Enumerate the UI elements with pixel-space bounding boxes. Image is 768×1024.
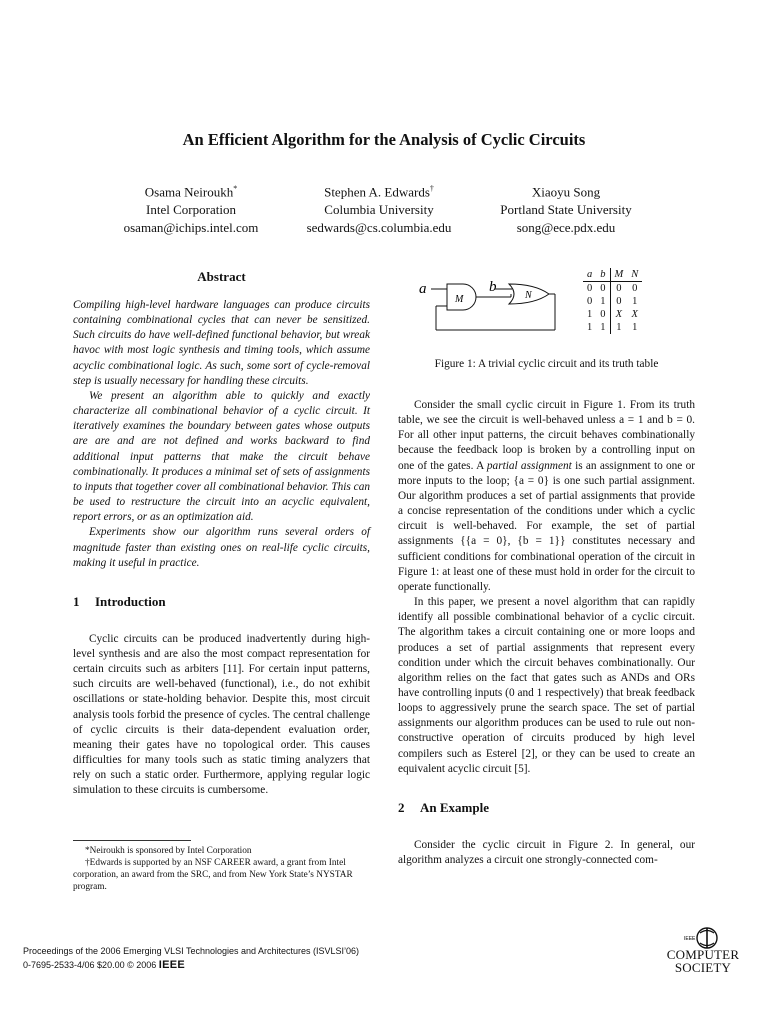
right-column <box>398 398 695 868</box>
table-cell: 1 <box>596 295 610 308</box>
author-affiliation: Intel Corporation <box>146 202 236 218</box>
author-name: Xiaoyu Song <box>531 184 601 200</box>
table-cell: 1 <box>596 321 610 334</box>
abstract-heading: Abstract <box>197 269 246 284</box>
footnotes <box>73 840 370 893</box>
table-row <box>583 308 642 321</box>
abstract-paragraph: We present an algorithm able to quickly and exactly characterize all combinational behavior of a cyclic circuit. It iteratively examines the boundary between gates whose outputs are are and are not defined and works backward to find additional input patterns that make the circuit behave combinationally. It produces a minimal set of sets of assignments to inputs that together cover all combinational behavior. This can be used to restructure the circuit into an acyclic equivalent, report errors, or as an optimization aid. <box>73 389 370 524</box>
logo-text <box>663 948 743 974</box>
author-email: song@ece.pdx.edu <box>516 220 616 236</box>
section-title: An Example <box>420 799 489 815</box>
table-cell: 1 <box>587 309 593 320</box>
footnote-mark: † <box>429 184 434 193</box>
term-partial-assignment: partial assignment <box>486 459 572 472</box>
input-label-a: a <box>419 281 427 297</box>
author-block <box>274 180 484 237</box>
footnote-mark: * <box>233 184 238 193</box>
proceedings-footer <box>23 944 359 972</box>
table-cell: 1 <box>587 322 593 333</box>
section-title: Introduction <box>95 593 166 609</box>
table-row <box>583 282 642 296</box>
table-header-cell: M <box>610 268 627 282</box>
table-cell: 1 <box>632 296 638 307</box>
abstract-paragraph: Experiments show our algorithm runs several orders of magnitude faster than existing ones on real-life cyclic circuits, making it useful in practice. <box>73 526 370 569</box>
table-cell: 0 <box>587 283 593 294</box>
body-paragraph: Cyclic circuits can be produced inadvertently during high-level synthesis and are also the most compact representation for certain circuits such as arbiters [11]. For certain input patterns, such circuits are well-behaved (functional), i.e., do not exhibit oscillations or state-holding behavior. Despite this, most circuit analysis tools forbid the presence of cycles. The central challenge of cyclic circuits is their data-dependent evaluation order, meaning their gates have no topological order. This causes difficulties for many tools such as static timing analyzers that rely on such a static order. Furthermore, applying regular logic simulation to these circuits is cumbersome. <box>73 632 370 797</box>
table-cell: 0 <box>596 308 610 321</box>
table-cell: 0 <box>596 282 610 296</box>
author-name: Osama Neiroukh <box>144 184 234 200</box>
footnote: †Edwards is supported by an NSF CAREER award, a grant from Intel corporation, an award from the SRC, and from New York State’s NYSTAR program. <box>73 858 353 892</box>
table-header-cell: a <box>583 268 596 282</box>
author-name: Stephen A. Edwards <box>324 184 430 200</box>
table-header-row <box>583 268 642 282</box>
author-affiliation: Columbia University <box>324 202 434 218</box>
table-cell: 0 <box>616 296 622 307</box>
section-number: 2 <box>398 799 405 815</box>
example-body <box>398 838 695 868</box>
logo-line: COMPUTER <box>666 947 740 962</box>
right-body <box>398 398 695 777</box>
table-cell: 1 <box>616 322 622 333</box>
proceedings-line: Proceedings of the 2006 Emerging VLSI Technologies and Architectures (ISVLSI’06) <box>23 946 360 956</box>
copyright-line: 0-7695-2533-4/06 $20.00 © 2006 <box>23 960 159 970</box>
table-cell: 0 <box>616 283 622 294</box>
ieee-small-mark: IEEE <box>684 936 696 942</box>
section-number: 1 <box>73 593 80 609</box>
author-block <box>461 180 671 237</box>
table-row <box>583 321 642 334</box>
footnote-rule <box>73 840 191 841</box>
section-heading-introduction <box>73 593 370 611</box>
gate-label-m: M <box>455 294 464 305</box>
body-paragraph: Consider the cyclic circuit in Figure 2. In general, our algorithm analyzes a circuit one strongly-connected com- <box>398 838 695 867</box>
introduction-body <box>73 632 370 799</box>
footnote: *Neiroukh is sponsored by Intel Corporation <box>85 846 252 856</box>
author-email: osaman@ichips.intel.com <box>123 220 259 236</box>
table-header-cell: N <box>627 268 642 282</box>
text-run: is an assignment to one or more inputs to the loop; {a = 0} is one such partial assignment. Our algorithm produces a set of partial assignments that provide a concise representation of the conditions under which a cyclic circuit is well-behaved. For example, the set of partial assignments {{a = 0}, {b = 1}} constitutes necessary and sufficient conditions for combinational operation of the circuit in Figure 1: at least one of these must hold in order for the circuit to operate functionally. <box>398 459 696 593</box>
ieee-wordmark: IEEE <box>158 959 186 971</box>
gate-label-n: N <box>525 290 532 301</box>
table-cell: 1 <box>632 322 638 333</box>
figure-caption: Figure 1: A trivial cyclic circuit and its truth table <box>434 358 659 370</box>
abstract-paragraph: Compiling high-level hardware languages can produce circuits containing combinational cycles that can never be sensitized. Such circuits do have well-defined functional behavior, but wreak havoc with most logic synthesis and timing tools, which assume acyclic combinational logic. As such, some sort of cycle-removal step is usually necessary for handling these circuits. <box>73 299 370 387</box>
body-paragraph <box>398 398 695 595</box>
table-header-cell: b <box>596 268 610 282</box>
table-cell: X <box>615 309 623 320</box>
wire-label-b: b <box>489 279 497 295</box>
text-run: Consider the small cyclic circuit in Figure 1. From its truth table, we see the circuit is well-behaved unless a = 1 and b = 0. For all other input patterns, the circuit behaves combinationally because the feedback loop is broken by a controlling input on one of the gates. A <box>398 399 695 472</box>
paper-title: An Efficient Algorithm for the Analysis of Cyclic Circuits <box>182 130 586 149</box>
truth-table <box>583 268 642 334</box>
section-heading-example <box>398 799 695 817</box>
circuit-diagram <box>415 262 705 344</box>
logo-line: SOCIETY <box>674 960 732 975</box>
table-cell: X <box>631 309 638 320</box>
abstract-body <box>73 298 370 571</box>
table-row <box>583 295 642 308</box>
left-column <box>73 268 370 799</box>
table-cell: 0 <box>632 283 638 294</box>
body-paragraph: In this paper, we present a novel algorithm that can rapidly identify all possible combinational behavior of a cyclic circuit. The algorithm takes a circuit containing one or more loops and produces a set of partial assignments that represent every condition under which the circuit behaves combinationally. Our algorithm relies on the fact that gates such as ANDs and ORs have controlling inputs (0 and 1 respectively) that break feedback loops to aggressively prune the search space. The set of partial assignments our algorithm produces can be used to rule out non-constructive operation of circuits produced by high level compilers such as Esterel [2], or they can be used to create an equivalent acyclic circuit [5]. <box>398 596 695 775</box>
table-cell: 0 <box>587 296 593 307</box>
author-block <box>86 180 296 237</box>
author-email: sedwards@cs.columbia.edu <box>306 220 452 236</box>
author-affiliation: Portland State University <box>500 202 632 218</box>
